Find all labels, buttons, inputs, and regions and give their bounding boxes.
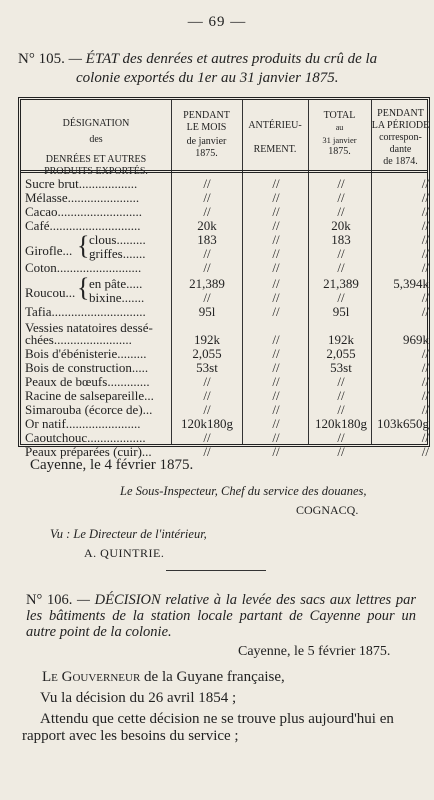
row-value-c4: // xyxy=(421,374,429,389)
row-value-c4: // xyxy=(421,346,429,361)
row-value-c2: // xyxy=(272,304,280,319)
table-row xyxy=(21,347,427,361)
row-value-c3: // xyxy=(337,444,345,459)
row-value-c1: // xyxy=(203,430,211,445)
row-label: chées........................ xyxy=(25,332,132,347)
row-value-c4: // xyxy=(421,388,429,403)
row-value-c1: 20k xyxy=(197,218,217,233)
governor-prefix: Le Gouverneur xyxy=(42,669,141,685)
row-label: Caoutchouc.................. xyxy=(25,430,146,445)
group-label-roucou: Roucou... xyxy=(25,285,76,300)
row-value-c3: 120k180g xyxy=(315,416,367,431)
row-value-c4: // xyxy=(421,260,429,275)
row-value-c4: // xyxy=(421,360,429,375)
row-value-c1: 21,389 xyxy=(189,276,225,291)
row-value-c3: 192k xyxy=(328,332,354,347)
row-value-c4: // xyxy=(421,204,429,219)
doc-106-title-text: — DÉCISION relative à la levée des sacs aux lettres par les bâtiments de la station locale partant de Cayenne pour un autre point de la colonie. xyxy=(26,592,417,640)
vu-decision-line: Vu la décision du 26 avril 1854 ; xyxy=(40,690,237,706)
row-value-c1: // xyxy=(203,444,211,459)
header-pendant-mois: PENDANT LE MOIS de janvier 1875. xyxy=(183,110,230,159)
header-total: TOTAL au 31 janvier 1875. xyxy=(322,110,357,157)
row-value-c2: // xyxy=(272,346,280,361)
row-value-c2: // xyxy=(272,276,280,291)
row-label: Sucre brut.................. xyxy=(25,176,138,191)
table-row xyxy=(21,205,427,219)
governor-line xyxy=(42,669,285,686)
row-value-c4: // xyxy=(421,246,429,261)
section-divider xyxy=(166,570,266,571)
row-value-c1: // xyxy=(203,374,211,389)
header-anterieurement: ANTÉRIEU- REMENT. xyxy=(248,120,302,155)
row-value-c3: 20k xyxy=(331,218,351,233)
row-value-c1: // xyxy=(203,246,211,261)
row-value-c1: 53st xyxy=(196,360,218,375)
row-label: en pâte..... xyxy=(89,276,143,291)
row-value-c3: 53st xyxy=(330,360,352,375)
row-value-c4: 969k xyxy=(403,332,429,347)
row-value-c2: // xyxy=(272,246,280,261)
row-value-c1: 95l xyxy=(198,304,216,319)
table-row xyxy=(21,431,427,445)
row-label: Cacao.......................... xyxy=(25,204,142,219)
attendu-paragraph: Attendu que cette décision ne se trouve plus aujourd'hui en rapport avec les besoins du service ; xyxy=(22,711,394,744)
brace-girofle: { xyxy=(77,231,90,260)
doc-106-number: N° 106. xyxy=(26,592,73,608)
row-value-c1: // xyxy=(203,402,211,417)
row-label: Vessies natatoires dessé- xyxy=(25,320,153,335)
row-label: bixine....... xyxy=(89,290,145,305)
row-value-c2: // xyxy=(272,374,280,389)
export-table xyxy=(18,97,430,459)
row-label: Simarouba (écorce de)... xyxy=(25,402,153,417)
row-label: clous......... xyxy=(89,232,146,247)
row-value-c3: // xyxy=(337,388,345,403)
row-value-c3: // xyxy=(337,176,345,191)
row-label: Racine de salsepareille... xyxy=(25,388,154,403)
row-value-c4: // xyxy=(421,444,429,459)
row-value-c2: // xyxy=(272,388,280,403)
table-row xyxy=(21,261,427,275)
doc-105-number: N° 105. xyxy=(18,51,65,67)
group-label-girofle: Girofle... xyxy=(25,243,73,258)
row-label: Peaux de bœufs............. xyxy=(25,374,150,389)
row-label: Coton.......................... xyxy=(25,260,142,275)
table-row xyxy=(21,403,427,417)
row-value-c3: // xyxy=(337,290,345,305)
brace-roucou: { xyxy=(77,273,90,302)
row-value-c1: // xyxy=(203,204,211,219)
table-row xyxy=(21,291,427,305)
signature-role: Le Sous-Inspecteur, Chef du service des douanes, xyxy=(120,484,367,498)
row-value-c2: // xyxy=(272,218,280,233)
page-number: — 69 — xyxy=(187,14,247,30)
doc-106-date: Cayenne, le 5 février 1875. xyxy=(238,644,391,659)
row-label: Bois de construction..... xyxy=(25,360,149,375)
row-value-c4: // xyxy=(421,290,429,305)
row-value-c3: // xyxy=(337,246,345,261)
table-row xyxy=(21,375,427,389)
row-value-c4: // xyxy=(421,232,429,247)
row-value-c4: // xyxy=(421,190,429,205)
doc-105-title-line1: — ÉTAT des denrées et autres produits du crû de la xyxy=(68,51,378,67)
header-designation: DÉSIGNATION des DENRÉES ET AUTRES PRODUITS EXPORTÉS. xyxy=(44,118,148,177)
row-value-c2: // xyxy=(272,176,280,191)
row-value-c1: // xyxy=(203,388,211,403)
row-value-c3: // xyxy=(337,374,345,389)
governor-rest: de la Guyane française, xyxy=(140,669,285,685)
row-value-c1: // xyxy=(203,176,211,191)
table-row xyxy=(21,277,427,291)
table-row xyxy=(21,247,427,261)
row-value-c3: 95l xyxy=(332,304,350,319)
row-label: Peaux préparées (cuir)... xyxy=(25,444,152,459)
row-label: griffes....... xyxy=(89,246,146,261)
table-row xyxy=(21,219,427,233)
row-value-c1: 2,055 xyxy=(192,346,222,361)
doc-105-title-line2: colonie exportés du 1er au 31 janvier 1875. xyxy=(76,70,339,86)
row-value-c2: // xyxy=(272,204,280,219)
table-row xyxy=(21,417,427,431)
header-periode: PENDANT LA PÉRIODE correspon- dante de 1874. xyxy=(371,108,430,167)
vu-director: Vu : Le Directeur de l'intérieur, xyxy=(50,527,207,541)
row-value-c4: // xyxy=(421,402,429,417)
row-value-c4: 5,394k xyxy=(393,276,429,291)
row-value-c2: // xyxy=(272,290,280,305)
row-value-c2: // xyxy=(272,190,280,205)
row-value-c3: // xyxy=(337,430,345,445)
row-value-c2: // xyxy=(272,444,280,459)
row-value-c1: 120k180g xyxy=(181,416,233,431)
signature-name: COGNACQ. xyxy=(296,503,359,517)
row-value-c2: // xyxy=(272,360,280,375)
row-value-c1: 183 xyxy=(197,232,217,247)
row-value-c3: 21,389 xyxy=(323,276,359,291)
row-value-c2: // xyxy=(272,416,280,431)
signature-place-date: Cayenne, le 4 février 1875. xyxy=(30,457,194,473)
row-value-c3: // xyxy=(337,402,345,417)
row-label: Bois d'ébénisterie......... xyxy=(25,346,147,361)
table-row xyxy=(21,389,427,403)
row-value-c3: // xyxy=(337,260,345,275)
row-label: Café............................ xyxy=(25,218,141,233)
row-value-c1: 192k xyxy=(194,332,220,347)
row-value-c3: 2,055 xyxy=(326,346,356,361)
row-label: Or natif....................... xyxy=(25,416,141,431)
table-row xyxy=(21,177,427,191)
table-row xyxy=(21,361,427,375)
document-106-title xyxy=(26,592,416,640)
row-value-c2: // xyxy=(272,332,280,347)
table-row xyxy=(21,305,427,319)
row-value-c1: // xyxy=(203,190,211,205)
row-value-c4: // xyxy=(421,430,429,445)
row-value-c2: // xyxy=(272,430,280,445)
row-value-c4: // xyxy=(421,304,429,319)
row-value-c2: // xyxy=(272,402,280,417)
row-label: Tafia............................. xyxy=(25,304,146,319)
vu-director-name: A. QUINTRIE. xyxy=(84,546,165,560)
row-value-c3: // xyxy=(337,204,345,219)
table-row xyxy=(21,233,427,247)
row-value-c4: // xyxy=(421,176,429,191)
document-105-title xyxy=(18,50,418,88)
row-value-c1: // xyxy=(203,260,211,275)
row-value-c3: // xyxy=(337,190,345,205)
table-row xyxy=(21,191,427,205)
row-label: Mélasse...................... xyxy=(25,190,140,205)
row-value-c4: 103k650g xyxy=(377,416,429,431)
row-value-c3: 183 xyxy=(331,232,351,247)
table-row xyxy=(21,333,427,347)
row-value-c2: // xyxy=(272,260,280,275)
row-value-c1: // xyxy=(203,290,211,305)
row-value-c4: // xyxy=(421,218,429,233)
row-value-c2: // xyxy=(272,232,280,247)
